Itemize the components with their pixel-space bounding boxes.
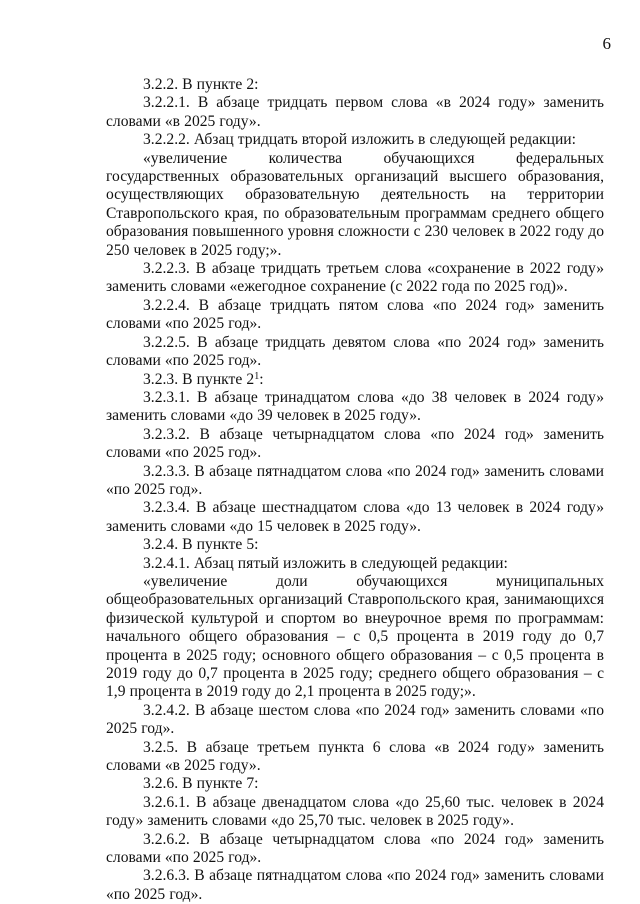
paragraph: 3.2.6.2. В абзаце четырнадцатом слова «по 2024 год» заменить словами «по 2025 год».: [106, 830, 604, 867]
paragraph: 3.2.4.2. В абзаце шестом слова «по 2024 год» заменить словами «по 2025 год».: [106, 701, 604, 738]
paragraph: 3.2.2. В пункте 2:: [143, 76, 259, 93]
paragraph: 3.2.2.2. Абзац тридцать второй изложить в следующей редакции:: [143, 131, 576, 149]
paragraph: 3.2.3.3. В абзаце пятнадцатом слова «по 2024 год» заменить словами «по 2025 год».: [106, 462, 604, 498]
paragraph: 3.2.6. В пункте 7:: [143, 775, 259, 793]
paragraph: «увеличение количества обучающихся федеральных государственных образовательных организаций высшего образования, осуществляющих образовательную деятельность на территории Ставропольского края, по образовательным программам среднего общего образования повышенного уровня сложности с 230 человек в 2022 году до 250 человек в 2025 году;».: [106, 149, 604, 259]
paragraph: 3.2.2.5. В абзаце тридцать девятом слова «по 2024 год» заменить словами «по 2025 год».: [106, 333, 604, 370]
paragraph: 3.2.3.2. В абзаце четырнадцатом слова «по 2024 год» заменить словами «по 2025 год».: [106, 425, 604, 462]
paragraph: «увеличение доли обучающихся муниципальных общеобразовательных организаций Ставропольского края, занимающихся физической культурой и спортом во внеурочное время по программам: начального общего образования – с 0,5 процента в 2019 году до 0,7 процента в 2025 году; основного общего образования – с 0,5 процента в 2019 году до 0,7 процента в 2025 году; среднего общего образования – с 1,9 процента в 2019 году до 2,1 процента в 2025 году;».: [106, 572, 604, 701]
paragraph: 3.2.3.1. В абзаце тринадцатом слова «до 38 человек в 2024 году» заменить словами «до 39 человек в 2025 году».: [106, 388, 604, 425]
paragraph: 3.2.2.4. В абзаце тридцать пятом слова «по 2024 год» заменить словами «по 2025 год».: [106, 296, 604, 333]
page-number: 6: [602, 34, 611, 53]
paragraph: 3.2.4.1. Абзац пятый изложить в следующей редакции:: [143, 554, 508, 572]
document-body: [106, 76, 604, 904]
paragraph: 3.2.2.3. В абзаце тридцать третьем слова «сохранение в 2022 году» заменить словами «ежегодное сохранение (с 2022 года по 2025 год)».: [106, 260, 604, 296]
paragraph: 3.2.4. В пункте 5:: [143, 536, 259, 554]
paragraph: 3.2.2.1. В абзаце тридцать первом слова «в 2024 году» заменить словами «в 2025 году».: [106, 94, 604, 130]
paragraph: 3.2.6.3. В абзаце пятнадцатом слова «по 2024 год» заменить словами «по 2025 год».: [106, 867, 604, 903]
paragraph: 3.2.6.1. В абзаце двенадцатом слова «до 25,60 тыс. человек в 2024 году» заменить словами «до 25,70 тыс. человек в 2025 году».: [106, 793, 604, 830]
paragraph: 3.2.3. В пункте $2^1$:: [143, 370, 264, 388]
paragraph: 3.2.5. В абзаце третьем пункта 6 слова «в 2024 году» заменить словами «в 2025 году».: [106, 738, 604, 775]
paragraph: 3.2.3.4. В абзаце шестнадцатом слова «до 13 человек в 2024 году» заменить словами «до 15 человек в 2025 году».: [106, 499, 604, 535]
superscript: 1: [254, 370, 260, 382]
